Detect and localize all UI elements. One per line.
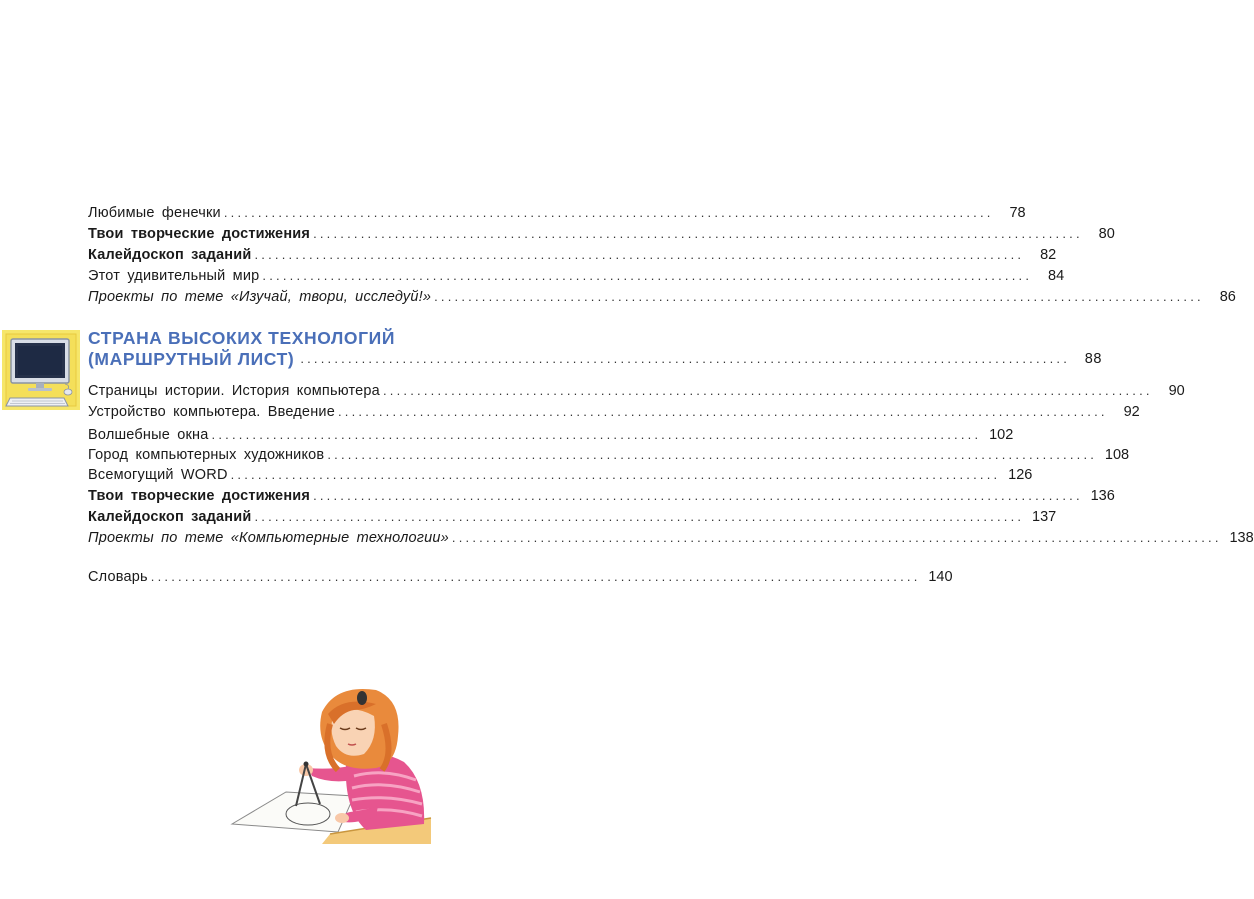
leader-dots: ................................................................................................................. bbox=[327, 447, 1098, 462]
leader-dots: ................................................................................................................. bbox=[434, 289, 1204, 304]
toc-entry bbox=[88, 506, 1057, 526]
leader-dots: ................................................................................................................. bbox=[451, 530, 1222, 545]
toc-entry-glossary bbox=[88, 566, 953, 586]
toc-entry bbox=[88, 527, 1254, 547]
toc-entry-page: 102 bbox=[989, 427, 1014, 443]
toc-entry bbox=[88, 464, 1033, 484]
toc-entry-title: Твои творческие достижения bbox=[88, 226, 311, 242]
toc-entry-page: 80 bbox=[1098, 226, 1115, 242]
toc-entry-page: 84 bbox=[1048, 268, 1065, 284]
leader-dots: ................................................................................................................. bbox=[254, 509, 1025, 524]
computer-icon bbox=[2, 330, 80, 410]
leader-dots: ................................................................................................................. bbox=[300, 351, 1071, 366]
toc-entry-page: 78 bbox=[1009, 205, 1026, 221]
toc-entry-title: Проекты по теме «Изучай, твори, исследуй!» bbox=[88, 289, 432, 305]
toc-entry-title: Всемогущий WORD bbox=[88, 467, 228, 483]
leader-dots: ................................................................................................................. bbox=[254, 247, 1025, 262]
toc-entry-page: 136 bbox=[1090, 488, 1115, 504]
toc-entry-page: 90 bbox=[1168, 383, 1185, 399]
toc-entry-title: Твои творческие достижения bbox=[88, 488, 311, 504]
leader-dots: ................................................................................................................. bbox=[223, 205, 994, 220]
toc-entry bbox=[88, 424, 1014, 444]
leader-dots: ................................................................................................................. bbox=[262, 268, 1033, 283]
toc-entry-title: Этот удивительный мир bbox=[88, 268, 260, 284]
toc-entry bbox=[88, 444, 1130, 464]
toc-entry bbox=[88, 265, 1065, 285]
section-subtitle-line bbox=[88, 348, 1103, 370]
toc-entry bbox=[88, 202, 1026, 222]
toc-entry-title: Калейдоскоп заданий bbox=[88, 509, 252, 525]
toc-entry-page: 138 bbox=[1229, 530, 1254, 546]
toc-entry-page: 140 bbox=[928, 569, 953, 585]
section-subtitle: (МАРШРУТНЫЙ ЛИСТ) bbox=[88, 349, 295, 369]
toc-entry bbox=[88, 380, 1185, 400]
toc-entry-page: 137 bbox=[1032, 509, 1057, 525]
toc-entry bbox=[88, 286, 1236, 306]
section-title: СТРАНА ВЫСОКИХ ТЕХНОЛОГИЙ bbox=[88, 328, 395, 348]
toc-entry bbox=[88, 401, 1140, 421]
toc-entry-page: 108 bbox=[1104, 447, 1130, 463]
toc-entry bbox=[88, 244, 1057, 264]
leader-dots: ................................................................................................................. bbox=[230, 467, 1001, 482]
toc-entry-title: Волшебные окна bbox=[88, 427, 209, 443]
toc-entry-page: 92 bbox=[1123, 404, 1140, 420]
toc-entry-title: Город компьютерных художников bbox=[88, 447, 325, 463]
toc-entry-title: Устройство компьютера. Введение bbox=[88, 404, 335, 420]
toc-entry-title: Любимые фенечки bbox=[88, 205, 221, 221]
toc-entry-title: Калейдоскоп заданий bbox=[88, 247, 252, 263]
toc-entry-title: Проекты по теме «Компьютерные технологии» bbox=[88, 530, 449, 546]
toc-entry-page: 86 bbox=[1219, 289, 1236, 305]
leader-dots: ................................................................................................................. bbox=[313, 226, 1083, 241]
leader-dots: ................................................................................................................. bbox=[150, 569, 921, 584]
toc-entry bbox=[88, 223, 1115, 243]
leader-dots: ................................................................................................................. bbox=[313, 488, 1083, 503]
toc-entry-title: Словарь bbox=[88, 569, 148, 585]
toc-entry-title: Страницы истории. История компьютера bbox=[88, 383, 380, 399]
leader-dots: ................................................................................................................. bbox=[382, 383, 1153, 398]
leader-dots: ................................................................................................................. bbox=[337, 404, 1108, 419]
toc-entry bbox=[88, 485, 1115, 505]
toc-entry-page: 126 bbox=[1008, 467, 1033, 483]
girl-drawing-with-compass-illustration bbox=[226, 684, 436, 844]
section-page: 88 bbox=[1084, 351, 1103, 367]
leader-dots: ................................................................................................................. bbox=[211, 427, 982, 442]
toc-entry-page: 82 bbox=[1040, 247, 1057, 263]
